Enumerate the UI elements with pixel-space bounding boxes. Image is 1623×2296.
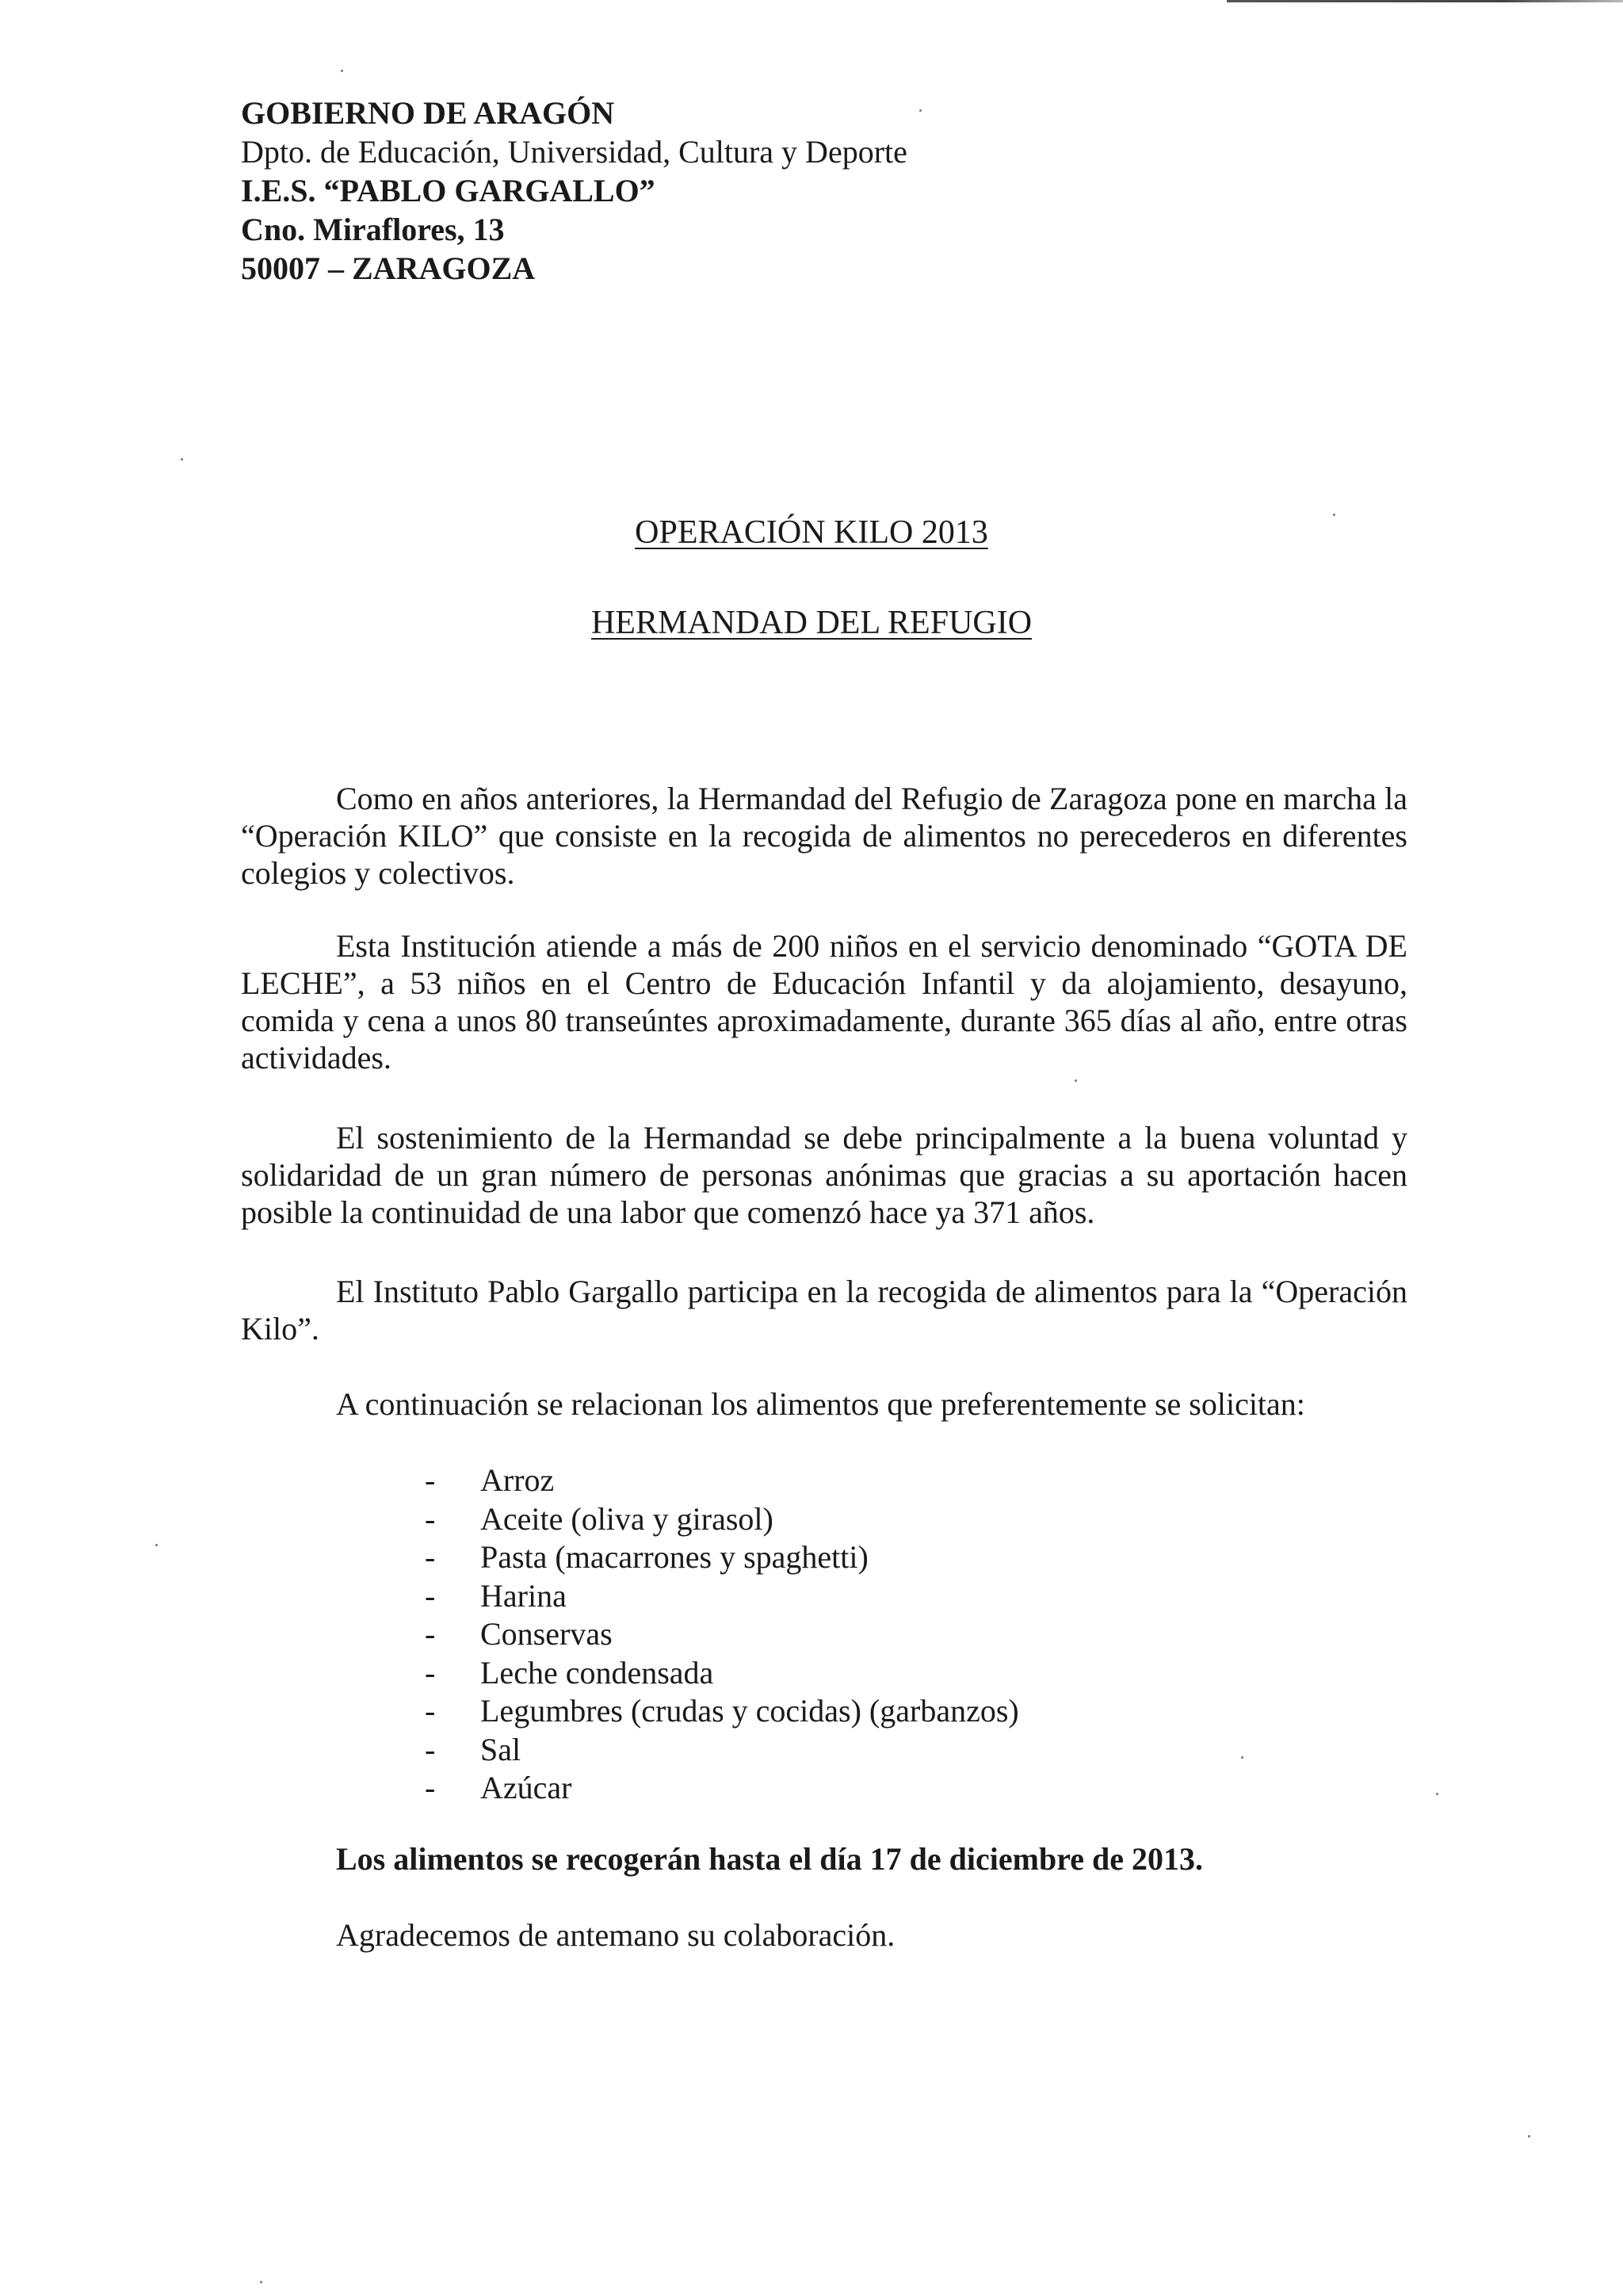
list-item bbox=[425, 1461, 1019, 1500]
scan-speck bbox=[1528, 2135, 1530, 2137]
scan-edge-line bbox=[1227, 0, 1623, 2]
list-item-text: Azúcar bbox=[480, 1770, 572, 1805]
list-item bbox=[425, 1769, 1019, 1808]
paragraph-list-intro: A continuación se relacionan los alimentos que preferentemente se solicitan: bbox=[336, 1386, 1305, 1422]
list-item bbox=[425, 1615, 1019, 1654]
list-dash: - bbox=[425, 1654, 436, 1690]
list-dash: - bbox=[425, 1500, 436, 1537]
list-item-text: Aceite (oliva y girasol) bbox=[480, 1500, 773, 1537]
scan-speck bbox=[1436, 1793, 1438, 1795]
list-item bbox=[425, 1500, 1019, 1539]
paragraph-support: El sostenimiento de la Hermandad se debe principalmente a la buena voluntad y solidaridad de un gran número de personas anónimas que gracias a su aportación hacen posible la continuidad de una labor que comenzó hace ya 371 años. bbox=[241, 1120, 1407, 1230]
list-item-text: Arroz bbox=[480, 1462, 555, 1498]
scan-speck bbox=[341, 70, 343, 72]
scan-speck bbox=[181, 458, 183, 460]
collection-deadline: Los alimentos se recogerán hasta el día 17 de diciembre de 2013. bbox=[336, 1841, 1203, 1877]
list-dash: - bbox=[425, 1577, 436, 1614]
document-title bbox=[0, 514, 1623, 552]
list-dash: - bbox=[425, 1616, 436, 1652]
scan-speck bbox=[1333, 514, 1335, 516]
list-dash: - bbox=[425, 1731, 436, 1767]
letterhead bbox=[241, 94, 907, 288]
list-item bbox=[425, 1654, 1019, 1693]
letterhead-government: GOBIERNO DE ARAGÓN bbox=[241, 95, 615, 131]
list-item bbox=[425, 1692, 1019, 1731]
list-dash: - bbox=[425, 1462, 436, 1498]
list-item-text: Conservas bbox=[480, 1616, 613, 1652]
scan-speck bbox=[260, 2281, 262, 2283]
paragraph-intro: Como en años anteriores, la Hermandad del Refugio de Zaragoza pone en marcha la “Operación KILO” que consiste en la recogida de alimentos no perecederos en diferentes colegios y colectivos. bbox=[241, 781, 1407, 891]
list-item-text: Harina bbox=[480, 1577, 567, 1614]
scan-speck bbox=[919, 109, 922, 112]
list-item bbox=[425, 1577, 1019, 1616]
closing-thanks: Agradecemos de antemano su colaboración. bbox=[336, 1917, 896, 1953]
list-dash: - bbox=[425, 1770, 436, 1805]
letterhead-city: 50007 – ZARAGOZA bbox=[241, 250, 536, 286]
list-dash: - bbox=[425, 1693, 436, 1729]
document-title-text: OPERACIÓN KILO 2013 bbox=[635, 514, 988, 551]
document-subtitle bbox=[0, 604, 1623, 642]
scan-speck bbox=[1241, 1756, 1243, 1759]
paragraph-institution: Esta Institución atiende a más de 200 niños en el servicio denominado “GOTA DE LECHE”, a 53 niños en el Centro de Educación Infantil y da alojamiento, desayuno, comida y cena a unos 80 transeúntes aproximadamente, durante 365 días al año, entre otras actividades. bbox=[241, 928, 1407, 1075]
letterhead-department: Dpto. de Educación, Universidad, Cultura y Deporte bbox=[241, 134, 907, 170]
letterhead-street: Cno. Miraflores, 13 bbox=[241, 212, 505, 247]
list-item-text: Leche condensada bbox=[480, 1654, 714, 1690]
food-list bbox=[425, 1461, 1019, 1808]
list-item-text: Sal bbox=[480, 1731, 521, 1767]
list-item-text: Pasta (macarrones y spaghetti) bbox=[480, 1539, 869, 1575]
list-item-text: Legumbres (crudas y cocidas) (garbanzos) bbox=[480, 1693, 1019, 1729]
letterhead-school: I.E.S. “PABLO GARGALLO” bbox=[241, 173, 655, 208]
paragraph-participation: El Instituto Pablo Gargallo participa en la recogida de alimentos para la “Operación Kilo”. bbox=[241, 1274, 1407, 1347]
scan-speck bbox=[1075, 1079, 1077, 1082]
scan-speck bbox=[155, 1544, 158, 1546]
list-item bbox=[425, 1731, 1019, 1770]
list-dash: - bbox=[425, 1539, 436, 1575]
document-subtitle-text: HERMANDAD DEL REFUGIO bbox=[590, 605, 1033, 641]
list-item bbox=[425, 1538, 1019, 1577]
